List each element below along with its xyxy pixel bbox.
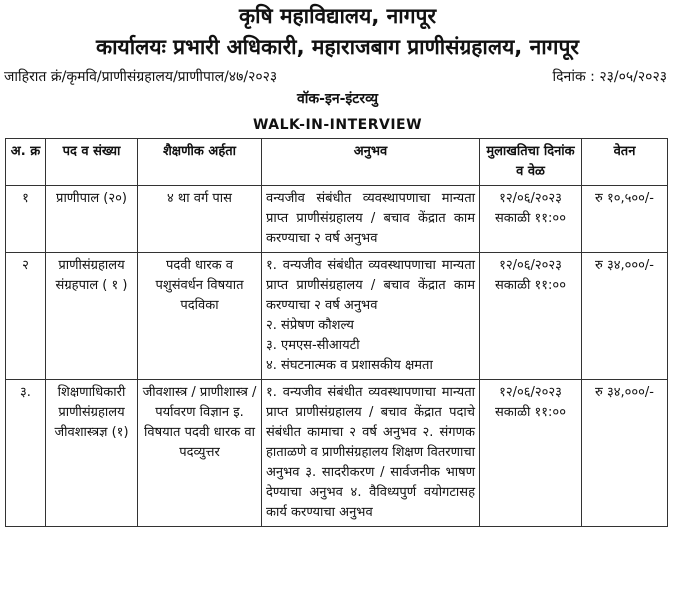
cell-salary: रु ३४,०००/- [582,380,668,527]
experience-line: १. वन्यजीव संबंधीत व्यवस्थापणाचा मान्यता प्राप्त प्राणीसंग्रहालय / बचाव केंद्रात काम करण्याचा २ वर्ष अनुभव [266,258,475,313]
col-header-sr: अ. क्र [6,139,46,186]
experience-line: ३. एमएस-सीआयटी [266,338,360,353]
col-header-salary: वेतन [582,139,668,186]
cell-experience [262,253,480,380]
cell-interview [480,380,582,527]
cell-qualification: ४ था वर्ग पास [138,186,262,253]
interview-date: १२/०६/२०२३ [499,191,562,206]
cell-interview [480,186,582,253]
cell-interview [480,253,582,380]
office-title: कार्यालयः प्रभारी अधिकारी, महाराजबाग प्राणीसंग्रहालय, नागपूर [95,35,580,59]
experience-line: ४. संघटनात्मक व प्रशासकीय क्षमता [266,358,433,373]
cell-sr: १ [6,186,46,253]
cell-experience [262,380,480,527]
cell-experience [262,186,480,253]
interview-date: १२/०६/२०२३ [499,258,562,273]
table-row [6,253,668,380]
advertisement-ref: जाहिरात क्रं/कृमवि/प्राणीसंग्रहालय/प्राणीपाल/४७/२०२३ [4,69,278,85]
col-header-interview: मुलाखतिचा दिनांक व वेळ [480,139,582,186]
experience-line: १. वन्यजीव संबंधीत व्यवस्थापणाचा मान्यता प्राप्त प्राणीसंग्रहालय / बचाव केंद्रात पदाचे संबंधीत कामाचा २ वर्ष अनुभव २. संगणक हाताळणे व प्राणीसंग्रहालय शिक्षण वितरणाचा अनुभव ३. सादरीकरण / सार्वजनीक भाषण देण्याचा अनुभव ४. वैविध्यपुर्ण वयोगटासह कार्य करण्याचा अनुभव [266,385,475,520]
col-header-post: पद व संख्या [46,139,138,186]
cell-post: प्राणीसंग्रहालय संग्रहपाल ( १ ) [46,253,138,380]
interview-time: सकाळी ११:०० [495,278,566,293]
cell-sr: ३. [6,380,46,527]
walk-in-english: WALK-IN-INTERVIEW [252,117,423,133]
cell-qualification: जीवशास्त्र / प्राणीशास्त्र / पर्यावरण विज्ञान इ. विषयात पदवी धारक वा पदव्युत्तर [138,380,262,527]
cell-post: शिक्षणाधिकारी प्राणीसंग्रहालय जीवशास्त्रज्ञ (१) [46,380,138,527]
col-header-qualification: शैक्षणीक अर्हता [138,139,262,186]
table-row [6,380,668,527]
interview-time: सकाळी ११:०० [495,405,566,420]
cell-sr: २ [6,253,46,380]
cell-post: प्राणीपाल (२०) [46,186,138,253]
cell-salary: रु १०,५००/- [582,186,668,253]
experience-line: २. संप्रेषण कौशल्य [266,318,354,333]
table-row [6,186,668,253]
vacancy-table [5,138,668,527]
walk-in-marathi: वॉक-इन-इंटरव्यु [297,91,378,107]
experience-line: वन्यजीव संबंधीत व्यवस्थापणाचा मान्यता प्राप्त प्राणीसंग्रहालय / बचाव केंद्रात काम करण्याचा २ वर्ष अनुभव [266,191,475,246]
college-title: कृषि महाविद्यालय, नागपूर [238,4,437,28]
interview-time: सकाळी ११:०० [495,211,566,226]
cell-qualification: पदवी धारक व पशुसंवर्धन विषयात पदविका [138,253,262,380]
interview-date: १२/०६/२०२३ [499,385,562,400]
cell-salary: रु ३४,०००/- [582,253,668,380]
col-header-experience: अनुभव [262,139,480,186]
table-header-row [6,139,668,186]
advertisement-date: दिनांक : २३/०५/२०२३ [552,69,667,85]
